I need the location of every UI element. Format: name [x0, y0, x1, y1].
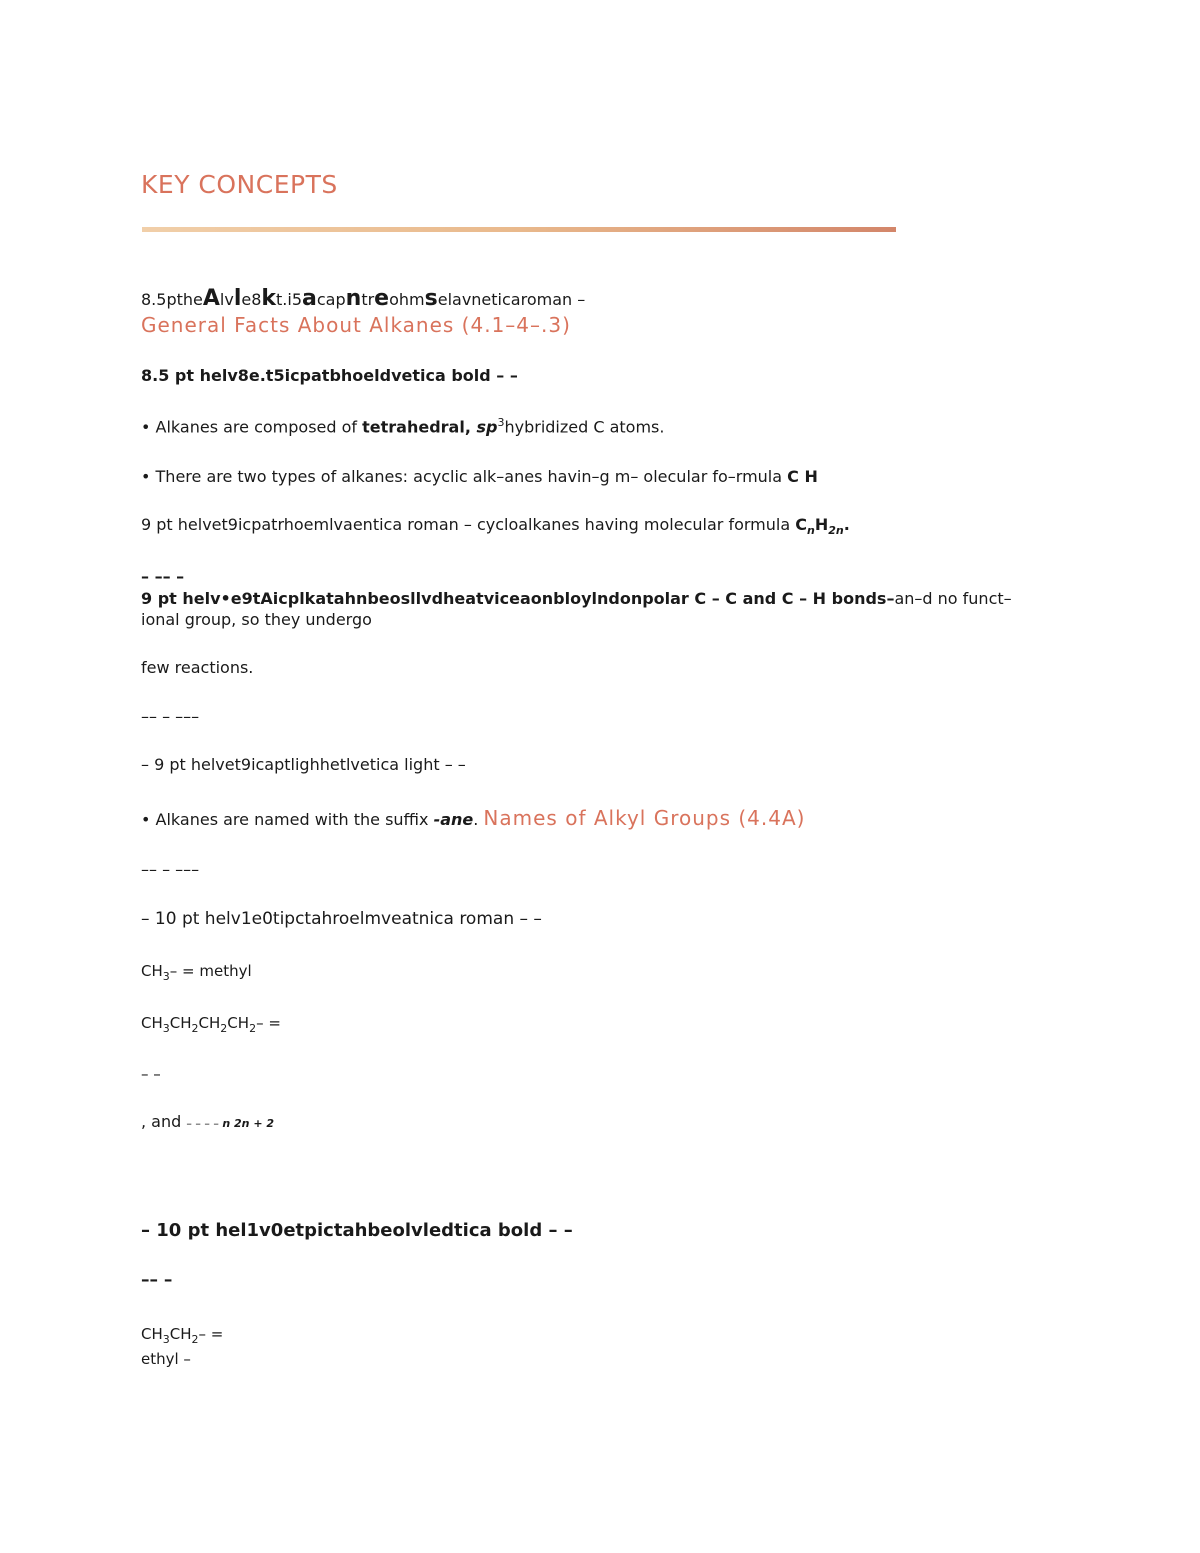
text-run: H — [814, 515, 829, 534]
garbled-label-bold-large: – 10 pt hel1v0etpictahbeolvledtica bold – – — [141, 1220, 573, 1241]
text-run: 9 pt helv•e9tAicplkatahnbeosllvdheatviceaonbloylndonpolar C – C and C – H bonds– — [141, 589, 895, 608]
page-title: KEY CONCEPTS — [141, 170, 338, 199]
ethyl-label: ethyl – — [141, 1350, 191, 1368]
text-run: – = methyl — [169, 962, 252, 980]
text-run: A — [202, 286, 220, 311]
subscript: 3 — [162, 970, 170, 983]
cycloalkane-line — [141, 515, 850, 537]
subscript: 2 — [191, 1022, 199, 1035]
text-run: an–d no funct–ional group, so they undergo — [141, 589, 1012, 629]
text-run: C H — [787, 467, 818, 486]
text-run: 9 pt helvet9icpatrhoemlvaentica roman – cycloalkanes having molecular formula — [141, 515, 796, 534]
text-run: tr — [361, 290, 375, 309]
text-run: CH — [198, 1014, 221, 1032]
text-run: CH — [227, 1014, 250, 1032]
text-run: CH — [141, 1014, 163, 1032]
text-run: . — [843, 515, 850, 534]
dash-marks: –– – ––– — [141, 707, 200, 726]
text-run: t.i5 — [276, 290, 303, 309]
formula-butyl — [141, 1014, 281, 1035]
text-run: – = — [198, 1325, 224, 1343]
bullet-tetrahedral — [141, 416, 664, 436]
text-run: , and — [141, 1112, 187, 1131]
dash-marks: –– – — [141, 1270, 173, 1290]
text-run: • Alkanes are named with the suffix — [141, 810, 434, 829]
text-run: e8 — [241, 290, 262, 309]
subscript: 2 — [191, 1333, 199, 1346]
text-run: CH — [169, 1014, 192, 1032]
text-run: n 2n + 2 — [222, 1117, 275, 1130]
dash-marks: –– – ––– — [141, 860, 200, 879]
text-run: 8.5pthe — [141, 290, 203, 309]
subscript: 2 — [220, 1022, 228, 1035]
bullet-nonpolar — [141, 588, 1041, 630]
text-run: elavneticaroman – — [437, 290, 586, 309]
text-run: -ane — [433, 810, 474, 829]
dash-marks: – – — [141, 1065, 161, 1083]
subscript: 3 — [162, 1022, 170, 1035]
subscript: 2n — [828, 524, 844, 538]
and-line — [141, 1112, 274, 1131]
garbled-label-light: – 9 pt helvet9icaptlighhetlvetica light – – — [141, 755, 466, 774]
text-run: – – – – — [186, 1117, 223, 1130]
text-run: CH — [141, 1325, 163, 1343]
section-heading-general-facts: General Facts About Alkanes (4.1–4–.3) — [141, 313, 571, 337]
text-run: cap — [316, 290, 346, 309]
superscript: 3 — [497, 416, 505, 429]
formula-ethyl — [141, 1325, 223, 1346]
text-run: CH — [141, 962, 163, 980]
dash-marks: – –– – — [141, 567, 185, 586]
garbled-label-line — [141, 286, 585, 311]
title-divider — [142, 227, 896, 232]
text-run: ohm — [389, 290, 425, 309]
text-run: hybridized C atoms. — [504, 417, 665, 437]
subscript: 2 — [249, 1022, 257, 1035]
text-run: s — [424, 286, 438, 311]
text-run: • Alkanes are composed of — [141, 417, 363, 437]
bullet-two-types — [141, 467, 818, 486]
text-run: a — [302, 286, 317, 311]
text-run: e — [374, 286, 390, 311]
text-run: • There are two types of alkanes: acyclic alk–anes havin–g m– olecular fo–rmula — [141, 467, 788, 486]
bullet-suffix-ane — [141, 806, 805, 830]
text-run: l — [233, 286, 242, 311]
subscript: n — [806, 524, 815, 538]
text-run: . — [473, 810, 484, 829]
subscript: 3 — [162, 1333, 170, 1346]
text-run: k — [261, 286, 277, 311]
text-run: – = — [256, 1014, 281, 1032]
text-run: C — [795, 515, 807, 534]
text-run: CH — [169, 1325, 192, 1343]
text-run: lv — [219, 290, 234, 309]
formula-methyl — [141, 962, 252, 983]
text-run: sp — [476, 417, 498, 437]
text-run: tetrahedral, — [362, 417, 477, 437]
section-heading-alkyl-groups: Names of Alkyl Groups (4.4A) — [483, 806, 806, 830]
garbled-label-roman: – 10 pt helv1e0tipctahroelmveatnica roman – – — [141, 909, 542, 929]
few-reactions-text: few reactions. — [141, 658, 254, 677]
garbled-label-bold: 8.5 pt helv8e.t5icpatbhoeldvetica bold – – — [141, 366, 518, 385]
text-run: n — [345, 286, 362, 311]
